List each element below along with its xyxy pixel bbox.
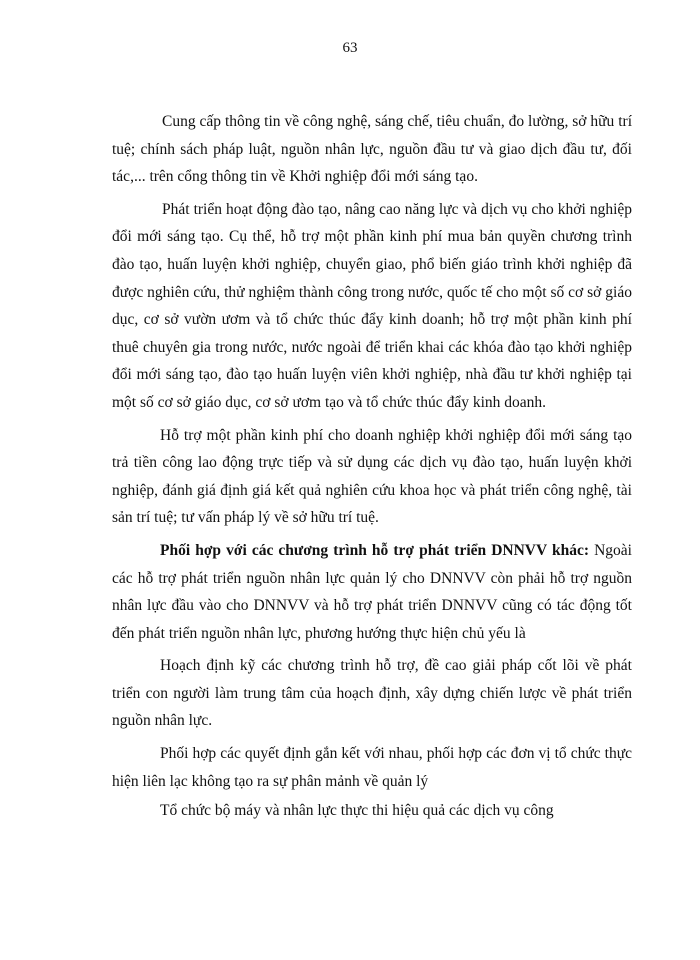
paragraph-planning: Hoạch định kỹ các chương trình hỗ trợ, đề cao giải pháp cốt lõi về phát triển con người làm trung tâm của hoạch định, xây dựng chiến lược về phát triển nguồn nhân lực. bbox=[112, 657, 632, 730]
coordination-heading: Phối hợp với các chương trình hỗ trợ phát triển DNNVV khác: bbox=[160, 541, 590, 559]
page-number: 63 bbox=[342, 40, 358, 56]
paragraph-information-supply: Cung cấp thông tin về công nghệ, sáng chế, tiêu chuẩn, đo lường, sở hữu trí tuệ; chính sách pháp luật, nguồn nhân lực, nguồn đầu tư và giao dịch đầu tư, đối tác,... trên cổng thông tin về Khởi nghiệp đổi mới sáng tạo. bbox=[112, 113, 632, 186]
paragraph-funding-support: Hỗ trợ một phần kinh phí cho doanh nghiệp khởi nghiệp đổi mới sáng tạo trả tiền công lao động trực tiếp và sử dụng các dịch vụ đào tạo, huấn luyện khởi nghiệp, đánh giá định giá kết quả nghiên cứu khoa học và phát triển công nghệ, tài sản trí tuệ; tư vấn pháp lý về sở hữu trí tuệ. bbox=[112, 426, 632, 527]
paragraph-organization: Tổ chức bộ máy và nhân lực thực thi hiệu quả các dịch vụ công bbox=[160, 802, 554, 820]
document-body bbox=[112, 108, 632, 830]
paragraph-training-development: Phát triển hoạt động đào tạo, nâng cao năng lực và dịch vụ cho khởi nghiệp đổi mới sáng tạo. Cụ thể, hỗ trợ một phần kinh phí mua bản quyền chương trình đào tạo, huấn luyện khởi nghiệp, chuyển giao, phổ biến giáo trình khởi nghiệp đã được nghiên cứu, thử nghiệm thành công trong nước, quốc tế cho một số cơ sở giáo dục, cơ sở vườn ươm và tổ chức thúc đẩy kinh doanh; hỗ trợ một phần kinh phí thuê chuyên gia trong nước, nước ngoài để triển khai các khóa đào tạo khởi nghiệp đổi mới sáng tạo, đào tạo huấn luyện viên khởi nghiệp, nhà đầu tư khởi nghiệp tại một số cơ sở giáo dục, cơ sở ươm tạo và tổ chức thúc đẩy kinh doanh. bbox=[112, 200, 632, 411]
coordination-text: Ngoài các hỗ trợ phát triển nguồn nhân lực quản lý cho DNNVV còn phải hỗ trợ nguồn nhân lực đầu vào cho DNNVV và hỗ trợ phát triển DNNVV cũng có tác động tốt đến phát triển nguồn nhân lực, phương hướng thực hiện chủ yếu là bbox=[112, 541, 632, 642]
paragraph-decision-coordination: Phối hợp các quyết định gắn kết với nhau, phối hợp các đơn vị tổ chức thực hiện liên lạc không tạo ra sự phân mảnh về quản lý bbox=[112, 745, 632, 790]
paragraph-coordination bbox=[112, 537, 632, 647]
